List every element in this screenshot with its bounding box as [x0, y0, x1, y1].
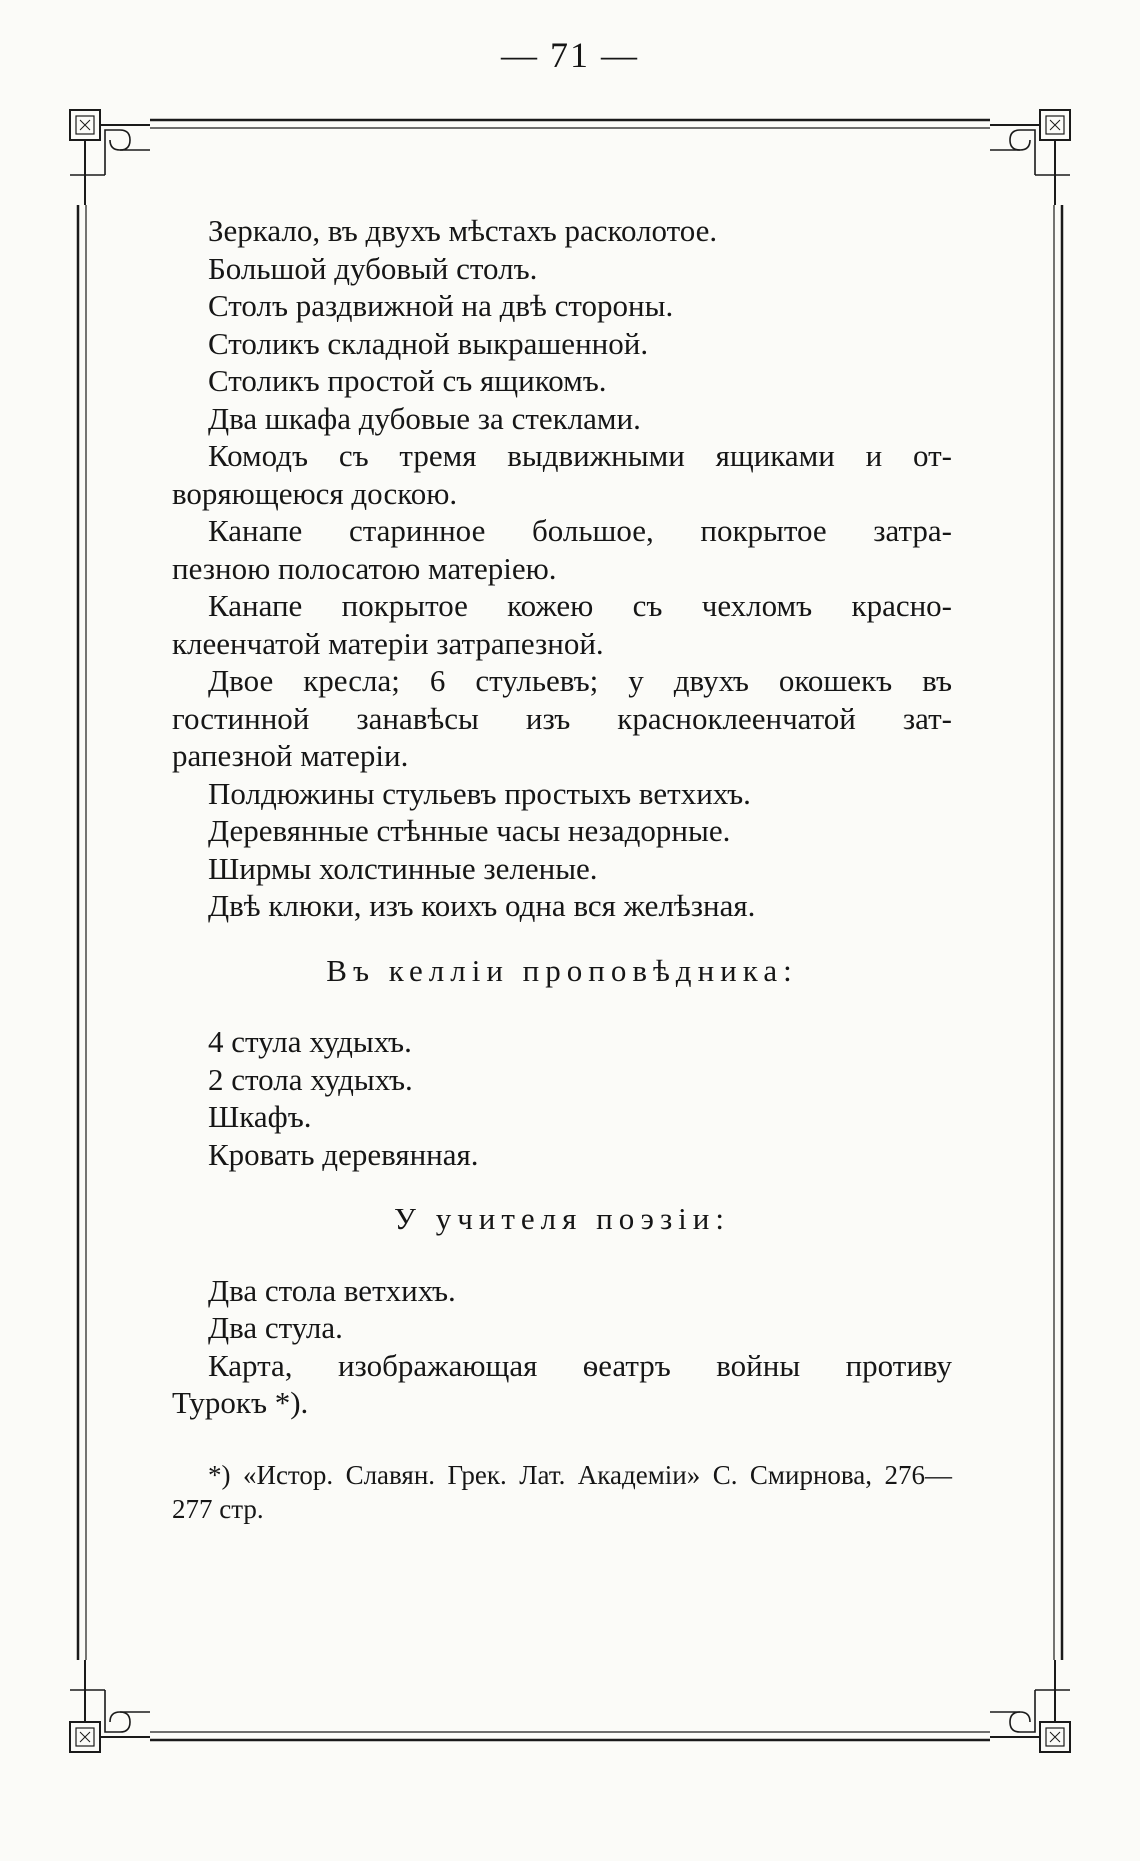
section-heading-preacher: Въ келліи проповѣдника: — [326, 952, 798, 988]
preacher-item: Шкафъ. — [208, 1099, 312, 1134]
section-heading-poetry: У учителя поэзіи: — [394, 1201, 730, 1236]
inventory-line-chairs: Двое кресла; 6 стульевъ; у двухъ окошекъ въ — [208, 663, 952, 698]
inventory-line: Двѣ клюки, изъ коихъ одна вся желѣзная. — [208, 888, 756, 923]
inventory-line: Два шкафа дубовые за стеклами. — [208, 400, 641, 436]
footnote-line: *) «Истор. Славян. Грек. Лат. Академіи» С. Смирнова, 276— — [208, 1459, 952, 1490]
corner-ornament-bottom-left — [70, 1660, 150, 1752]
footnote — [172, 1458, 952, 1526]
poetry-item-map-cont: Турокъ *). — [172, 1385, 309, 1420]
poetry-item: Два стула. — [208, 1310, 343, 1345]
inventory-line-kanape-old-cont: пезною полосатою матеріею. — [172, 550, 557, 586]
poetry-item-map: Карта, изображающая ѳеатръ войны противу — [208, 1347, 952, 1383]
inventory-line: Ширмы холстинные зеленые. — [208, 850, 598, 886]
inventory-line-kanape-old: Канапе старинное большое, покрытое затра- — [208, 513, 952, 548]
corner-ornament-bottom-right — [990, 1660, 1070, 1752]
preacher-item: 2 стола худыхъ. — [208, 1061, 413, 1097]
page-number: — 71 — — [501, 35, 639, 75]
inventory-line: Большой дубовый столъ. — [208, 250, 538, 286]
inventory-line-komod: Комодъ съ тремя выдвижными ящиками и от- — [208, 438, 952, 473]
inventory-line: Деревянные стѣнные часы незадорные. — [208, 813, 731, 848]
preacher-item: 4 стула худыхъ. — [208, 1024, 412, 1059]
inventory-line: Столикъ простой съ ящикомъ. — [208, 363, 607, 398]
poetry-item: Два стола ветхихъ. — [208, 1272, 456, 1308]
corner-ornament-top-right — [990, 110, 1070, 205]
footnote-line-cont: 277 стр. — [172, 1493, 264, 1524]
inventory-line-kanape-leather-cont: клеенчатой матеріи затрапезной. — [172, 625, 604, 661]
inventory-line-komod-cont: воряющеюся доскою. — [172, 475, 458, 511]
inventory-line: Столикъ складной выкрашенной. — [208, 325, 649, 361]
inventory-line: Зеркало, въ двухъ мѣстахъ расколотое. — [208, 213, 718, 248]
inventory-line-kanape-leather: Канапе покрытое кожею съ чехломъ красно- — [208, 588, 952, 623]
page-body — [172, 212, 952, 1526]
inventory-line: Полдюжины стульевъ простыхъ ветхихъ. — [208, 775, 751, 811]
inventory-line-chairs-cont: гостинной занавѣсы изъ красноклеенчатой зат- — [172, 700, 952, 736]
inventory-line: Столъ раздвижной на двѣ стороны. — [208, 288, 674, 323]
inventory-line-chairs-end: рапезной матеріи. — [172, 738, 409, 773]
corner-ornament-top-left — [70, 110, 150, 205]
preacher-item: Кровать деревянная. — [208, 1136, 479, 1172]
